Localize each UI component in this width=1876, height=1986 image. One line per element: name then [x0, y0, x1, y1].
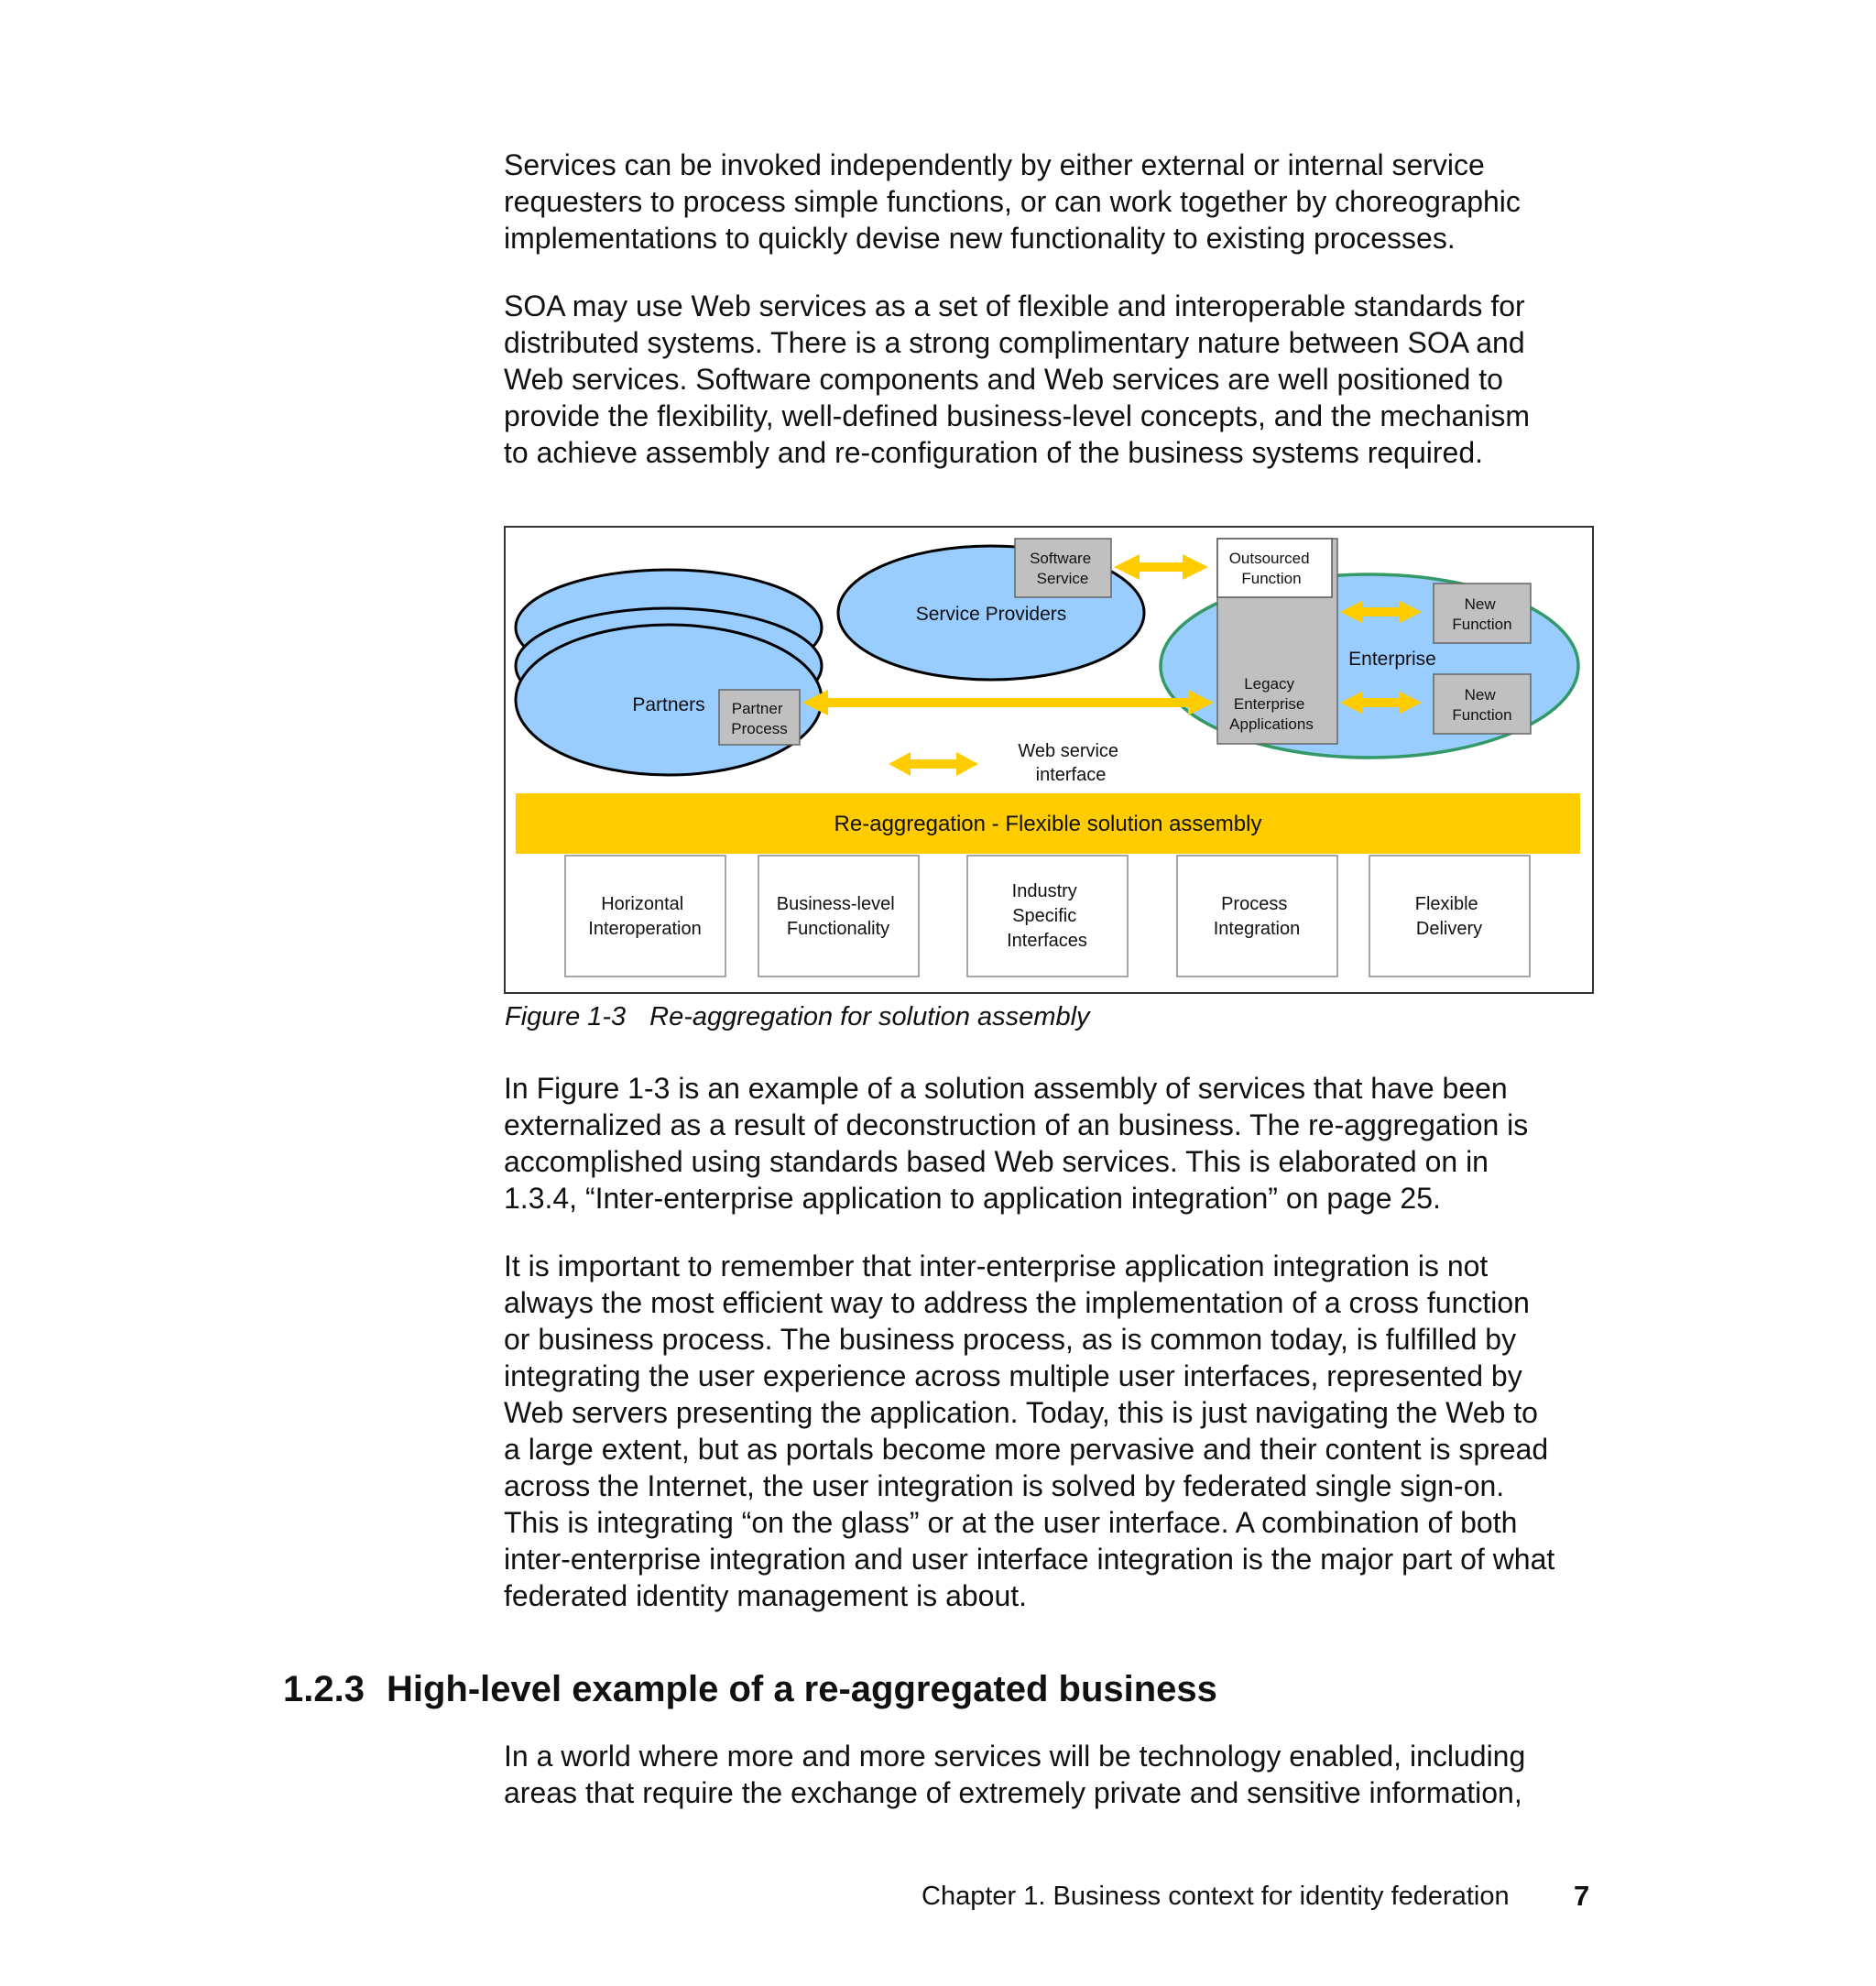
text-line: federated identity management is about. [504, 1579, 1028, 1612]
text-line: areas that require the exchange of extremely private and sensitive information, [504, 1776, 1522, 1809]
pillar-label: Flexible [1414, 894, 1478, 914]
pillar-label: Integration [1213, 919, 1301, 939]
text-line: It is important to remember that inter-enterprise application integration is not [504, 1249, 1489, 1282]
web-service-interface-label: Web service [1018, 741, 1119, 761]
text-line: This is integrating “on the glass” or at the user interface. A combination of both [504, 1506, 1518, 1539]
svg-text:Industry Specific [1007, 881, 1087, 951]
figure-caption [505, 1002, 1090, 1032]
text-line: Services can be invoked independently by either external or internal service [504, 148, 1485, 181]
outsourced-function-box [1217, 539, 1332, 597]
enterprise-label: Enterprise [1348, 649, 1436, 670]
pillar-label: Specific [1012, 906, 1077, 926]
text-line: requesters to process simple functions, or can work together by choreographic [504, 185, 1521, 218]
text-line: In a world where more and more services will be technology enabled, including [504, 1740, 1526, 1773]
footer-page-number: 7 [1574, 1880, 1590, 1912]
new-function-label: Function [1452, 706, 1512, 724]
new-function-label: Function [1452, 616, 1512, 633]
software-service-label: Service [1036, 570, 1089, 587]
figure-caption-title: Re-aggregation for solution assembly [649, 1002, 1090, 1031]
web-service-interface-label: interface [1035, 765, 1107, 785]
pillar-industry-specific-interfaces [967, 856, 1128, 977]
reaggregation-banner [516, 793, 1580, 854]
text-line: always the most efficient way to address the implementation of a cross function [504, 1286, 1530, 1319]
text-line: provide the flexibility, well-defined business-level concepts, and the mechanism [504, 399, 1530, 432]
body-paragraph-figure-explanation [504, 1070, 1594, 1217]
text-line: a large extent, but as portals become more pervasive and their content is spread [504, 1433, 1549, 1466]
text-line: Web services. Software components and Web services are well positioned to [504, 363, 1503, 396]
partners-label: Partners [632, 694, 705, 715]
text-line: externalized as a result of deconstruction of an business. The re-aggregation is [504, 1108, 1529, 1141]
text-line: integrating the user experience across multiple user interfaces, represented by [504, 1359, 1522, 1392]
outsourced-function-label: Outsourced [1228, 550, 1310, 567]
figure-caption-label: Figure 1-3 [505, 1002, 627, 1031]
text-line: Web servers presenting the application. Today, this is just navigating the Web to [504, 1396, 1538, 1429]
body-paragraph-soa [504, 288, 1594, 471]
new-function-label: New [1464, 686, 1496, 704]
pillar-label: Delivery [1415, 919, 1483, 939]
pillar-business-level-functionality [758, 856, 919, 977]
section-title: High-level example of a re-aggregated business [386, 1669, 1217, 1709]
partner-process-box [719, 690, 800, 745]
partner-process-label: Partner [731, 700, 783, 717]
body-paragraph-inter-enterprise [504, 1248, 1594, 1614]
text-line: SOA may use Web services as a set of flexible and interoperable standards for [504, 289, 1525, 322]
figure-reaggregation-diagram [504, 526, 1594, 994]
text-line: accomplished using standards based Web services. This is elaborated on in [504, 1145, 1489, 1178]
software-service-box [1015, 539, 1111, 597]
pillar-horizontal-interoperation [565, 856, 725, 977]
pillar-flexible-delivery [1369, 856, 1530, 977]
pillar-label: Functionality [786, 919, 890, 939]
section-number: 1.2.3 [283, 1669, 365, 1709]
new-function-box-1 [1434, 584, 1531, 643]
service-providers-label: Service Providers [915, 604, 1067, 625]
text-line: to achieve assembly and re-configuration of the business systems required. [504, 436, 1483, 469]
outsourced-function-label: Function [1241, 570, 1302, 587]
text-line: inter-enterprise integration and user interface integration is the major part of what [504, 1543, 1555, 1576]
text-line: 1.3.4, “Inter-enterprise application to application integration” on page 25. [504, 1182, 1441, 1215]
section-heading [283, 1669, 1217, 1710]
footer-chapter-title: Chapter 1. Business context for identity federation [922, 1882, 1510, 1911]
new-function-label: New [1464, 595, 1496, 613]
text-line: In Figure 1-3 is an example of a solution assembly of services that have been [504, 1072, 1508, 1105]
text-line: implementations to quickly devise new functionality to existing processes. [504, 222, 1456, 255]
pillar-label: Interfaces [1007, 931, 1087, 951]
text-line: distributed systems. There is a strong complimentary nature between SOA and [504, 326, 1525, 359]
legacy-apps-label: Legacy [1244, 675, 1295, 693]
partner-process-label: Process [731, 720, 788, 737]
pillar-label: Interoperation [588, 919, 702, 939]
pillar-label: Business-level [776, 894, 895, 914]
text-line: across the Internet, the user integration is solved by federated single sign-on. [504, 1469, 1505, 1502]
legacy-apps-label: Applications [1229, 715, 1314, 733]
body-paragraph-services [504, 147, 1594, 256]
banner-label: Re-aggregation - Flexible solution assembly [834, 812, 1262, 836]
pillar-process-integration [1177, 856, 1337, 977]
body-paragraph-section-intro [504, 1738, 1594, 1811]
pillar-label: Horizontal [601, 894, 684, 914]
software-service-label: Software [1030, 550, 1092, 567]
pillar-label: Industry [1011, 881, 1077, 901]
pillar-label: Process [1221, 894, 1288, 914]
new-function-box-2 [1434, 674, 1531, 734]
text-line: or business process. The business process, as is common today, is fulfilled by [504, 1323, 1517, 1356]
legacy-apps-label: Enterprise [1233, 695, 1305, 713]
